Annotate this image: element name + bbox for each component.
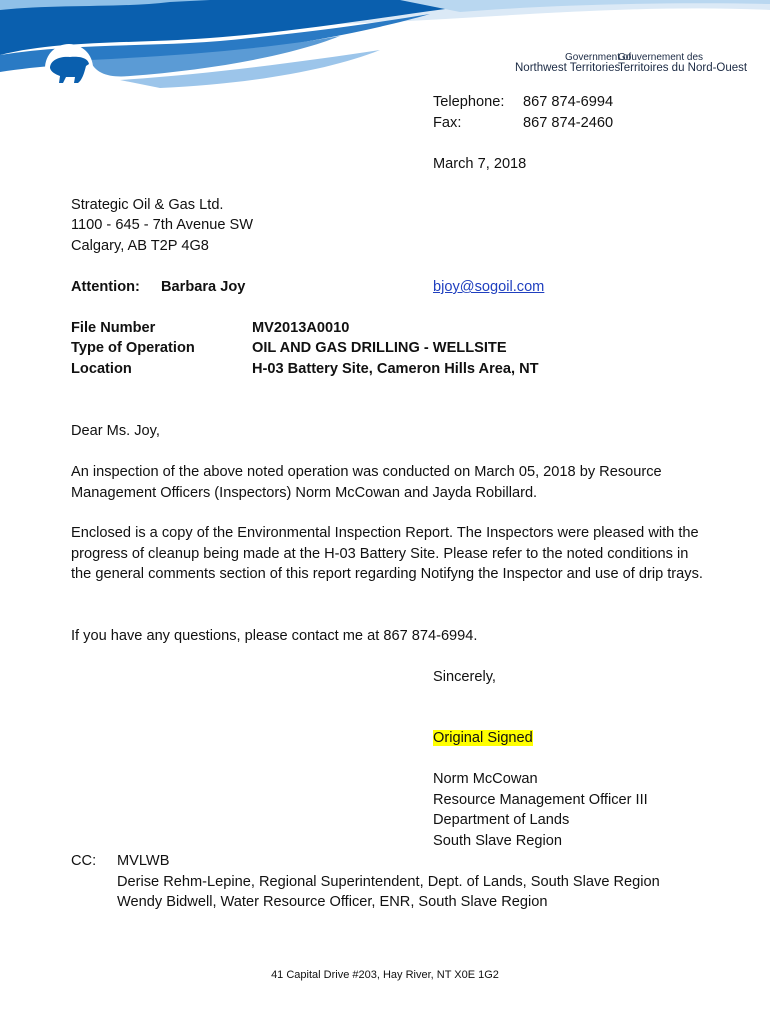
attention-email-link[interactable]: bjoy@sogoil.com: [433, 279, 545, 295]
original-signed-highlight: Original Signed: [433, 730, 533, 746]
attention-name: Barbara Joy: [161, 279, 246, 295]
gov-en-small: Government of: [565, 52, 632, 63]
gov-fr-small: Gouvernement des: [618, 52, 704, 63]
operation-type-label: Type of Operation: [71, 340, 195, 356]
recipient-street: 1100 - 645 - 7th Avenue SW: [71, 217, 254, 233]
closing-sincerely: Sincerely,: [433, 669, 496, 685]
cc-label: CC:: [71, 853, 97, 869]
salutation: Dear Ms. Joy,: [71, 423, 160, 439]
cc-line-regional-superintendent: Derise Rehm-Lepine, Regional Superintendent, Dept. of Lands, South Slave Region: [117, 874, 660, 890]
file-number-value: MV2013A0010: [252, 320, 350, 336]
signer-department: Department of Lands: [433, 812, 570, 828]
telephone-label: Telephone:: [433, 94, 505, 110]
fax-value: 867 874-2460: [523, 115, 614, 131]
paragraph-report: Enclosed is a copy of the Environmental Inspection Report. The Inspectors were pleased with the progress of cleanup being made at the H-03 Battery Site. Please refer to the noted conditions in the general comments section of this report regarding Notifyng the Inspector and use of drip trays.: [71, 525, 703, 582]
letter-date: March 7, 2018: [433, 156, 527, 172]
location-label: Location: [71, 361, 132, 377]
recipient-city: Calgary, AB T2P 4G8: [71, 238, 209, 254]
attention-label: Attention:: [71, 279, 140, 295]
footer-address: 41 Capital Drive #203, Hay River, NT X0E 1G2: [271, 969, 499, 981]
location-value: H-03 Battery Site, Cameron Hills Area, NT: [252, 361, 539, 377]
signer-region: South Slave Region: [433, 833, 562, 849]
telephone-value: 867 874-6994: [523, 94, 614, 110]
cc-line-mvlwb: MVLWB: [117, 853, 170, 869]
polar-bear-icon: [45, 44, 93, 92]
fax-label: Fax:: [433, 115, 462, 131]
paragraph-questions: If you have any questions, please contact me at 867 874-6994.: [71, 628, 478, 644]
header-banner: [0, 0, 770, 95]
operation-type-value: OIL AND GAS DRILLING - WELLSITE: [252, 340, 507, 356]
government-name-french: [618, 52, 747, 74]
gov-fr-big: Territoires du Nord-Ouest: [618, 62, 748, 74]
gov-en-big: Northwest Territories: [515, 62, 621, 74]
paragraph-inspection: An inspection of the above noted operation was conducted on March 05, 2018 by Resource Management Officers (Inspectors) Norm McCowan and Jayda Robillard.: [71, 464, 662, 501]
signer-name: Norm McCowan: [433, 771, 538, 787]
signer-title: Resource Management Officer III: [433, 792, 648, 808]
government-name-english: [515, 52, 631, 74]
recipient-company: Strategic Oil & Gas Ltd.: [71, 197, 224, 213]
file-number-label: File Number: [71, 320, 156, 336]
cc-line-water-resource-officer: Wendy Bidwell, Water Resource Officer, ENR, South Slave Region: [117, 894, 548, 910]
